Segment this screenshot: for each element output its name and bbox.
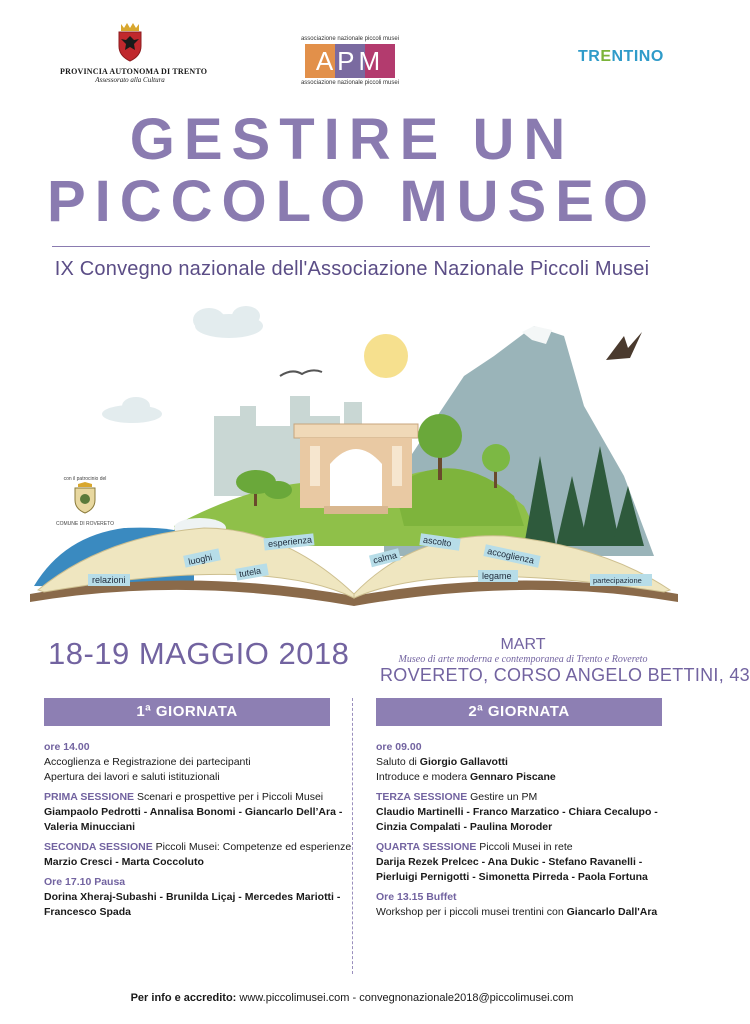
book-landscape-illustration	[24, 296, 684, 608]
day2-program: ore 09.00 Saluto di Giorgio Gallavotti Introduce e modera Gennaro Piscane TERZA SESSIONE Gestire un PM Claudio Martinelli - Franco Marzatico - Chiara Cecalupo - Cinzia Compalati - Paulina Moroder QUARTA SESSIONE Piccoli Musei in rete Darija Rezek Prelcec - Ana Dukic - Stefano Ravanelli - Pierluigi Pernigotti - Simonetta Pirreda - Paola Fortuna Ore 13.15 Buffet Workshop per i piccoli musei trentini con Giancarlo Dall'Ara	[376, 740, 662, 920]
apm-logo	[300, 36, 400, 86]
trentino-logo: TRENTINO	[578, 48, 664, 65]
main-title-line2: PICCOLO MUSEO	[46, 169, 658, 234]
word-accoglienza: accoglienza	[486, 545, 536, 566]
session-label: PRIMA SESSIONE	[44, 791, 135, 803]
rovereto-crest-icon	[72, 482, 98, 514]
main-title-line1: GESTIRE UN	[129, 107, 575, 172]
province-subtitle: Assessorato alla Cultura	[95, 76, 165, 84]
word-legame: legame	[482, 571, 512, 581]
day1-time-2: Ore 17.10 Pausa	[44, 876, 126, 888]
word-partecipazione: partecipazione	[593, 576, 642, 585]
eagle-crest-icon	[115, 22, 145, 62]
day1-column	[44, 698, 352, 925]
province-title: PROVINCIA AUTONOMA DI TRENTO	[60, 67, 208, 76]
venue-name: MART	[500, 636, 546, 653]
province-logo	[60, 22, 208, 84]
day1-time-1: ore 14.00	[44, 741, 90, 753]
day1-program: ore 14.00 Accoglienza e Registrazione dei partecipanti Apertura dei lavori e saluti istituzionali PRIMA SESSIONE Scenari e prospettive per i Piccoli Musei Giampaolo Pedrotti - Annalisa Bonomi - Giancarlo Dell’Ara - Valeria Minucciani SECONDA SESSIONE Piccoli Musei: Competenze ed esperienze Marzio Cresci - Marta Coccoluto Ore 17.10 Pausa Dorina Xheraj-Subashi - Brunilda Liçaj - Mercedes Mariotti - Francesco Spada	[44, 741, 352, 918]
day1-heading: 1ª GIORNATA	[44, 698, 330, 726]
word-tag	[478, 570, 518, 582]
word-tag	[590, 574, 652, 586]
venue-block	[380, 636, 750, 686]
patronage-block	[50, 476, 120, 527]
session-label: SECONDA SESSIONE	[44, 841, 153, 853]
footer-contact: Per info e accredito: www.piccolimusei.com - convegnonazionale2018@piccolimusei.com	[130, 992, 574, 1004]
cloud-icon	[102, 397, 162, 423]
word-tag	[88, 574, 130, 586]
event-date: 18-19 MAGGIO 2018	[48, 636, 350, 671]
word-calma: calma	[372, 549, 398, 566]
day2-column	[376, 698, 662, 925]
apm-bottom-text: associazione nazionale piccoli musei	[300, 80, 400, 86]
eagle-bird-icon	[606, 332, 642, 360]
session-label: QUARTA SESSIONE	[376, 841, 477, 853]
title-divider	[52, 246, 650, 247]
cloud-icon	[193, 306, 263, 338]
patronage-label: con il patrocinio del	[63, 476, 107, 482]
apm-top-text: associazione nazionale piccoli musei	[300, 36, 400, 42]
venue-address: ROVERETO, CORSO ANGELO BETTINI, 43	[380, 665, 750, 685]
subtitle: IX Convegno nazionale dell'Associazione Nazionale Piccoli Musei	[54, 258, 650, 280]
apm-mark	[305, 44, 395, 78]
word-luoghi: luoghi	[187, 552, 214, 567]
bird-icon	[280, 370, 322, 376]
apm-letters: APM	[315, 46, 385, 76]
day2-time-1: ore 09.00	[376, 741, 422, 753]
word-tutela: tutela	[238, 565, 262, 580]
venue-description: Museo di arte moderna e contemporanea di Trento e Rovereto	[398, 654, 648, 665]
arch-monument	[294, 424, 418, 514]
session-label: TERZA SESSIONE	[376, 791, 468, 803]
sun-icon	[364, 334, 408, 378]
day2-heading: 2ª GIORNATA	[376, 698, 662, 726]
word-esperienza: esperienza	[267, 534, 313, 550]
word-ascolto: ascolto	[422, 534, 453, 549]
contact-links[interactable]: www.piccolimusei.com - convegnonazionale2018@piccolimusei.com	[236, 992, 574, 1004]
column-divider	[352, 698, 353, 974]
day2-time-2: Ore 13.15 Buffet	[376, 891, 457, 903]
patronage-name: COMUNE DI ROVERETO	[56, 521, 114, 527]
word-relazioni: relazioni	[92, 575, 126, 585]
